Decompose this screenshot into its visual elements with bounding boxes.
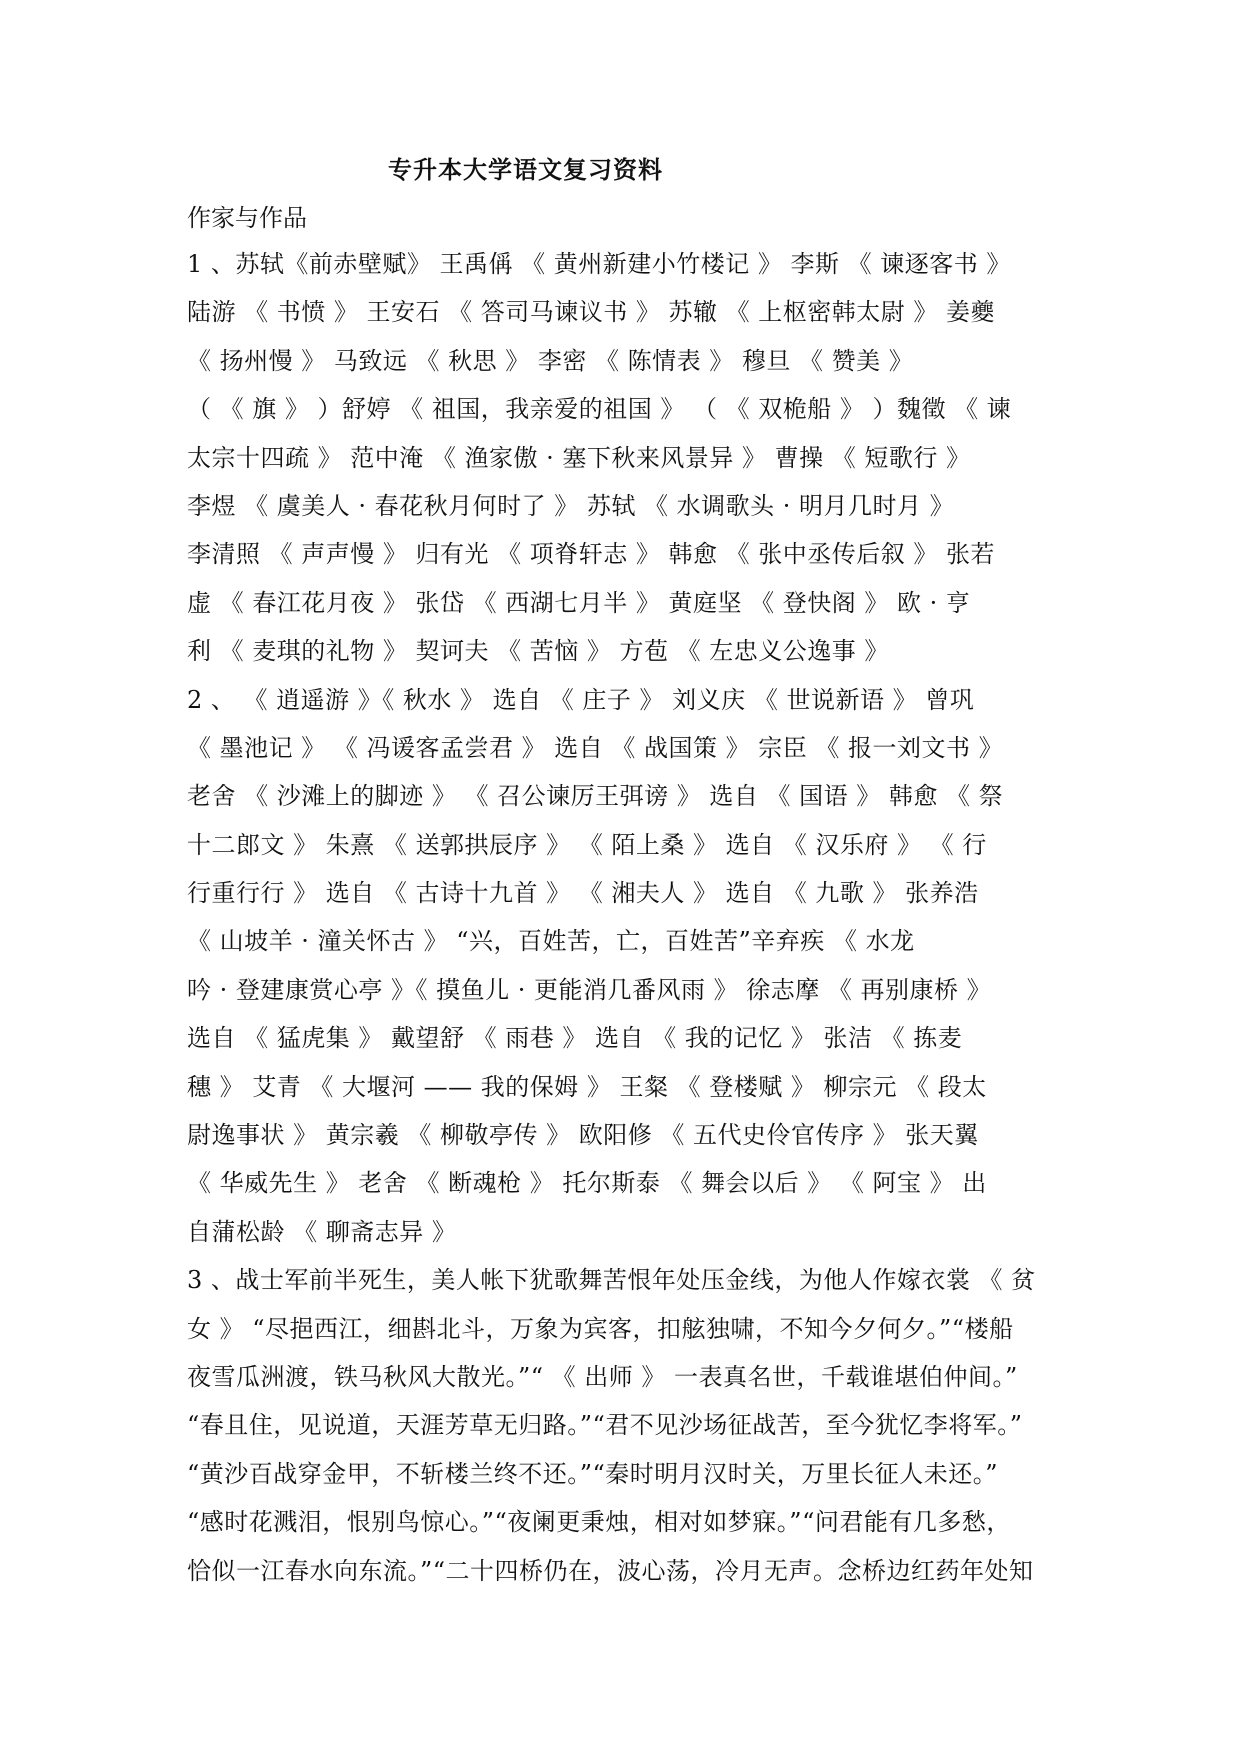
text-line: 恰似一江春水向东流。”“二十四桥仍在，波心荡，冷月无声。念桥边红药年处知 bbox=[187, 1556, 1034, 1585]
text-line: 夜雪瓜洲渡，铁马秋风大散光。”“ 《 出师 》 一表真名世，千载谁堪伯仲间。” bbox=[187, 1362, 1018, 1391]
text-line: 陆游 《 书愤 》 王安石 《 答司马谏议书 》 苏辙 《 上枢密韩太尉 》 姜夔 bbox=[187, 298, 996, 327]
text-line: 行重行行 》 选自 《 古诗十九首 》 《 湘夫人 》 选自 《 九歌 》 张养浩 bbox=[187, 879, 979, 908]
text-line: 3 、战士军前半死生，美人帐下犹歌舞苦恨年处压金线，为他人作嫁衣裳 《 贫 bbox=[187, 1266, 1036, 1295]
text-line: 尉逸事状 》 黄宗羲 《 柳敬亭传 》 欧阳修 《 五代史伶官传序 》 张天翼 bbox=[187, 1121, 979, 1150]
text-line: 老舍 《 沙滩上的脚迹 》 《 召公谏厉王弭谤 》 选自 《 国语 》 韩愈 《 祭 bbox=[187, 782, 1004, 811]
text-line: 虚 《 春江花月夜 》 张岱 《 西湖七月半 》 黄庭坚 《 登快阁 》 欧 · 亨 bbox=[187, 588, 971, 617]
text-line: 《 山坡羊 · 潼关怀古 》 “兴，百姓苦，亡，百姓苦”辛弃疾 《 水龙 bbox=[187, 927, 915, 956]
text-line: 利 《 麦琪的礼物 》 契诃夫 《 苦恼 》 方苞 《 左忠义公逸事 》 bbox=[187, 637, 889, 666]
text-line: 《 墨池记 》 《 冯谖客孟尝君 》 选自 《 战国策 》 宗臣 《 报一刘文书 》 bbox=[187, 733, 1004, 762]
text-line: 十二郎文 》 朱熹 《 送郭拱辰序 》 《 陌上桑 》 选自 《 汉乐府 》 《 行 bbox=[187, 830, 987, 859]
text-line: 穗 》 艾青 《 大堰河 —— 我的保姆 》 王粲 《 登楼赋 》 柳宗元 《 段太 bbox=[187, 1072, 987, 1101]
text-line: “感时花溅泪，恨别鸟惊心。”“夜阑更秉烛，相对如梦寐。”“问君能有几多愁， bbox=[187, 1508, 1011, 1537]
text-line: 自蒲松龄 《 聊斋志异 》 bbox=[187, 1217, 457, 1246]
text-line: 太宗十四疏 》 范中淹 《 渔家傲 · 塞下秋来风景异 》 曹操 《 短歌行 》 bbox=[187, 443, 971, 472]
text-line: 选自 《 猛虎集 》 戴望舒 《 雨巷 》 选自 《 我的记忆 》 张洁 《 拣麦 bbox=[187, 1024, 963, 1053]
body-text bbox=[187, 246, 1087, 1601]
text-line: “春且住，见说道，天涯芳草无归路。”“君不见沙场征战苦，至今犹忆李将军。” bbox=[187, 1411, 1023, 1440]
text-line: 1 、苏轼《前赤壁赋》 王禹偁 《 黄州新建小竹楼记 》 李斯 《 谏逐客书 》 bbox=[187, 250, 1011, 278]
text-line: 吟 · 登建康赏心亭 》《 摸鱼儿 · 更能消几番风雨 》 徐志摩 《 再别康桥 》 bbox=[187, 975, 992, 1004]
text-line: “黄沙百战穿金甲，不斩楼兰终不还。”“秦时明月汉时关，万里长征人未还。” bbox=[187, 1459, 999, 1488]
text-line: 女 》 “尽挹西江，细斟北斗，万象为宾客，扣舷独啸，不知今夕何夕。”“楼船 bbox=[187, 1314, 1014, 1343]
section-heading: 作家与作品 bbox=[187, 204, 307, 232]
text-line: 《 华威先生 》 老舍 《 断魂枪 》 托尔斯泰 《 舞会以后 》 《 阿宝 》 出 bbox=[187, 1169, 987, 1198]
text-line: （ 《 旗 》 ）舒婷 《 祖国，我亲爱的祖国 》 （ 《 双桅船 》 ）魏徵 《 谏 bbox=[187, 395, 1012, 424]
document-title: 专升本大学语文复习资料 bbox=[388, 155, 663, 184]
text-line: 2 、 《 逍遥游 》《 秋水 》 选自 《 庄子 》 刘义庆 《 世说新语 》 曾巩 bbox=[187, 685, 975, 714]
text-line: 《 扬州慢 》 马致远 《 秋思 》 李密 《 陈情表 》 穆旦 《 赞美 》 bbox=[187, 346, 914, 375]
text-line: 李煜 《 虞美人 · 春花秋月何时了 》 苏轼 《 水调歌头 · 明月几时月 》 bbox=[187, 491, 955, 520]
text-line: 李清照 《 声声慢 》 归有光 《 项脊轩志 》 韩愈 《 张中丞传后叙 》 张若 bbox=[187, 540, 996, 569]
